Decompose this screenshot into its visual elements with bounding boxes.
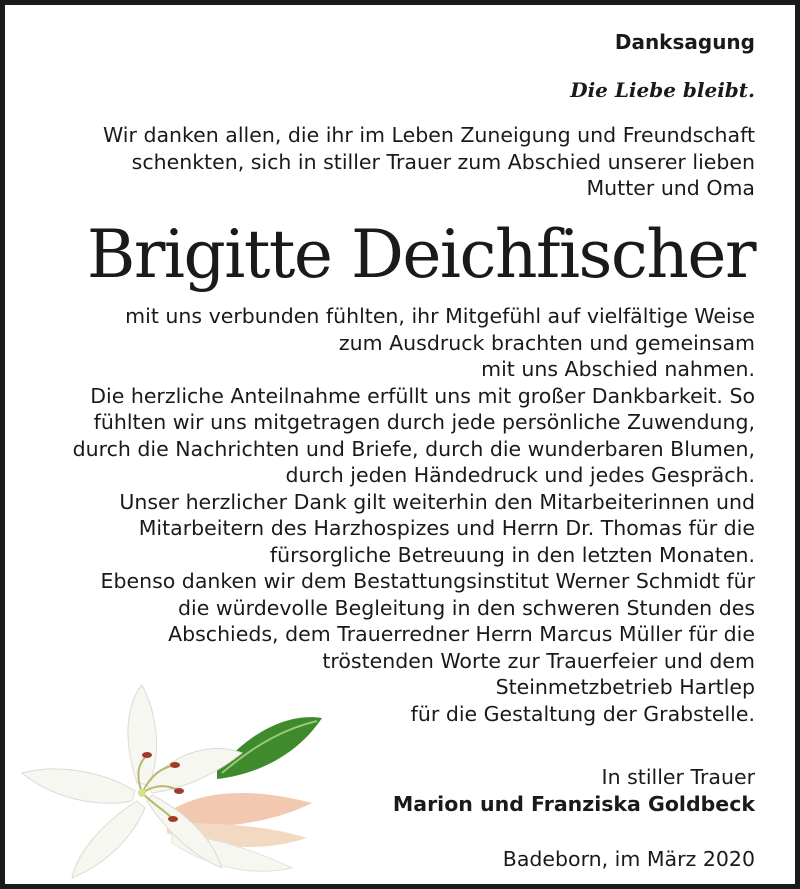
- body-line: Abschieds, dem Trauerredner Herrn Marcus Müller für die: [168, 622, 755, 646]
- body-text: [73, 303, 755, 727]
- body-line: Die herzliche Anteilnahme erfüllt uns mit großer Dankbarkeit. So: [90, 383, 755, 408]
- body-line: für die Gestaltung der Grabstelle.: [410, 701, 755, 726]
- deceased-name: Brigitte Deichfischer: [86, 216, 755, 293]
- body-line: fürsorgliche Betreuung in den letzten Monaten.: [269, 542, 755, 567]
- place-date: Badeborn, im März 2020: [502, 847, 755, 871]
- intro-line: Wir danken allen, die ihr im Leben Zuneigung und Freundschaft: [102, 123, 755, 147]
- body-line: fühlten wir uns mitgetragen durch jede persönliche Zuwendung,: [93, 410, 755, 434]
- heading: Danksagung: [614, 30, 755, 54]
- intro-text: [103, 122, 755, 202]
- signers: Marion und Franziska Goldbeck: [392, 791, 755, 816]
- body-line: Steinmetzbetrieb Hartlep: [495, 675, 755, 699]
- closing-phrase: In stiller Trauer: [601, 765, 755, 789]
- signature-block: [393, 764, 755, 817]
- body-line: mit uns verbunden fühlten, ihr Mitgefühl auf vielfältige Weise: [125, 304, 755, 328]
- motto: Die Liebe bleibt.: [570, 78, 755, 102]
- body-line: durch die Nachrichten und Briefe, durch die wunderbaren Blumen,: [72, 436, 755, 461]
- body-line: zum Ausdruck brachten und gemeinsam: [338, 330, 755, 355]
- body-line: mit uns Abschied nahmen.: [481, 357, 755, 381]
- intro-line: Mutter und Oma: [586, 176, 755, 200]
- intro-line: schenkten, sich in stiller Trauer zum Abschied unserer lieben: [131, 149, 755, 174]
- lily-flower-icon: [17, 673, 327, 883]
- body-line: tröstenden Worte zur Trauerfeier und dem: [322, 648, 755, 673]
- body-line: durch jeden Händedruck und jedes Gespräch.: [285, 463, 755, 487]
- body-line: Mitarbeitern des Harzhospizes und Herrn Dr. Thomas für die: [138, 516, 755, 540]
- body-line: Unser herzlicher Dank gilt weiterhin den Mitarbeiterinnen und: [119, 489, 755, 514]
- body-line: die würdevolle Begleitung in den schweren Stunden des: [178, 595, 755, 620]
- body-line: Ebenso danken wir dem Bestattungsinstitut Werner Schmidt für: [100, 569, 755, 593]
